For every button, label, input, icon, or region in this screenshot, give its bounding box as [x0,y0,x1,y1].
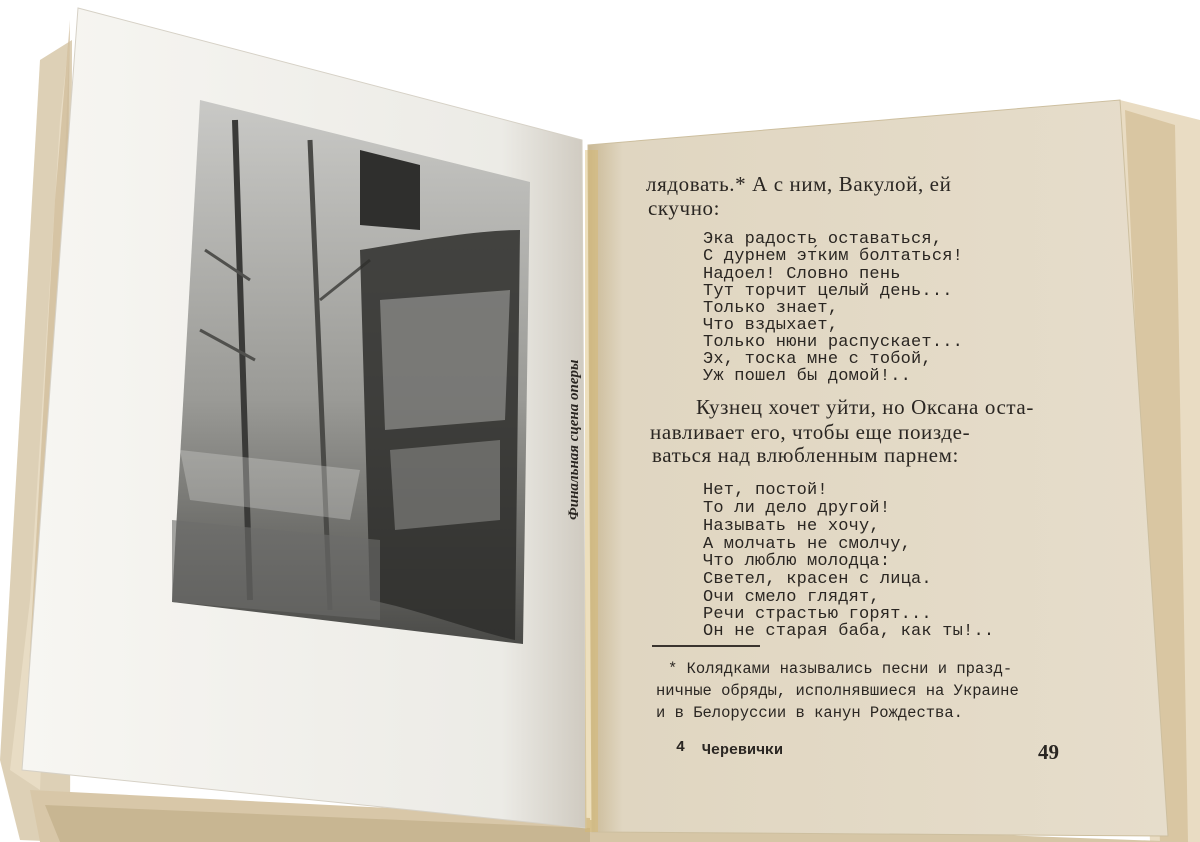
footnote-line: ничные обряды, исполнявшиеся на Украине [656,682,1019,700]
verse-line: Он не старая баба, как ты!.. [703,622,995,641]
signature-number: 4 [676,739,686,756]
footnote-line: * Колядками назывались песни и празд- [668,660,1013,678]
verse-line: Нет, постой! [703,481,828,500]
verse-line: Что люблю молодца: [703,552,891,571]
verse-line: Эх, тоска мне с тобой, [703,350,932,369]
verse-line: Очи смело глядят, [703,588,880,607]
verse-line: Надоел! Словно пень [703,265,901,284]
verse-line: Светел, красен с лица. [703,570,932,589]
verse-line: Только знает, [703,299,839,318]
running-head: Черевички [702,742,784,759]
page-number: 49 [1038,740,1059,764]
verse-line: С дурнем эт́ким болтаться! [703,247,964,266]
verse-line: Только нюни распускает... [703,333,964,352]
verse-line: Тут торчит целый день... [703,282,953,301]
verse-line: Речи страстью горят... [703,605,932,624]
verse-line: Эка радость оставаться, [703,230,943,249]
prose-line: лядовать.* А с ним, Вакулой, ей [646,172,952,196]
verse-line: То ли дело другой! [703,499,891,518]
verse-line: Что вздыхает, [703,316,839,335]
prose-line: ваться над влюбленным парнем: [652,443,959,467]
prose-line: навливает его, чтобы еще поизде- [650,420,971,444]
prose-line: скучно: [648,196,721,220]
verse-line: Уж пошел бы домой!.. [703,367,912,386]
photo-caption: Финальная сцена оперы [566,359,582,520]
verse-line: Называть не хочу, [703,517,880,536]
footnote-line: и в Белоруссии в канун Рождества. [656,704,963,722]
prose-line: Кузнец хочет уйти, но Оксана оста- [696,395,1034,419]
verse-line: А молчать не смолчу, [703,535,912,554]
